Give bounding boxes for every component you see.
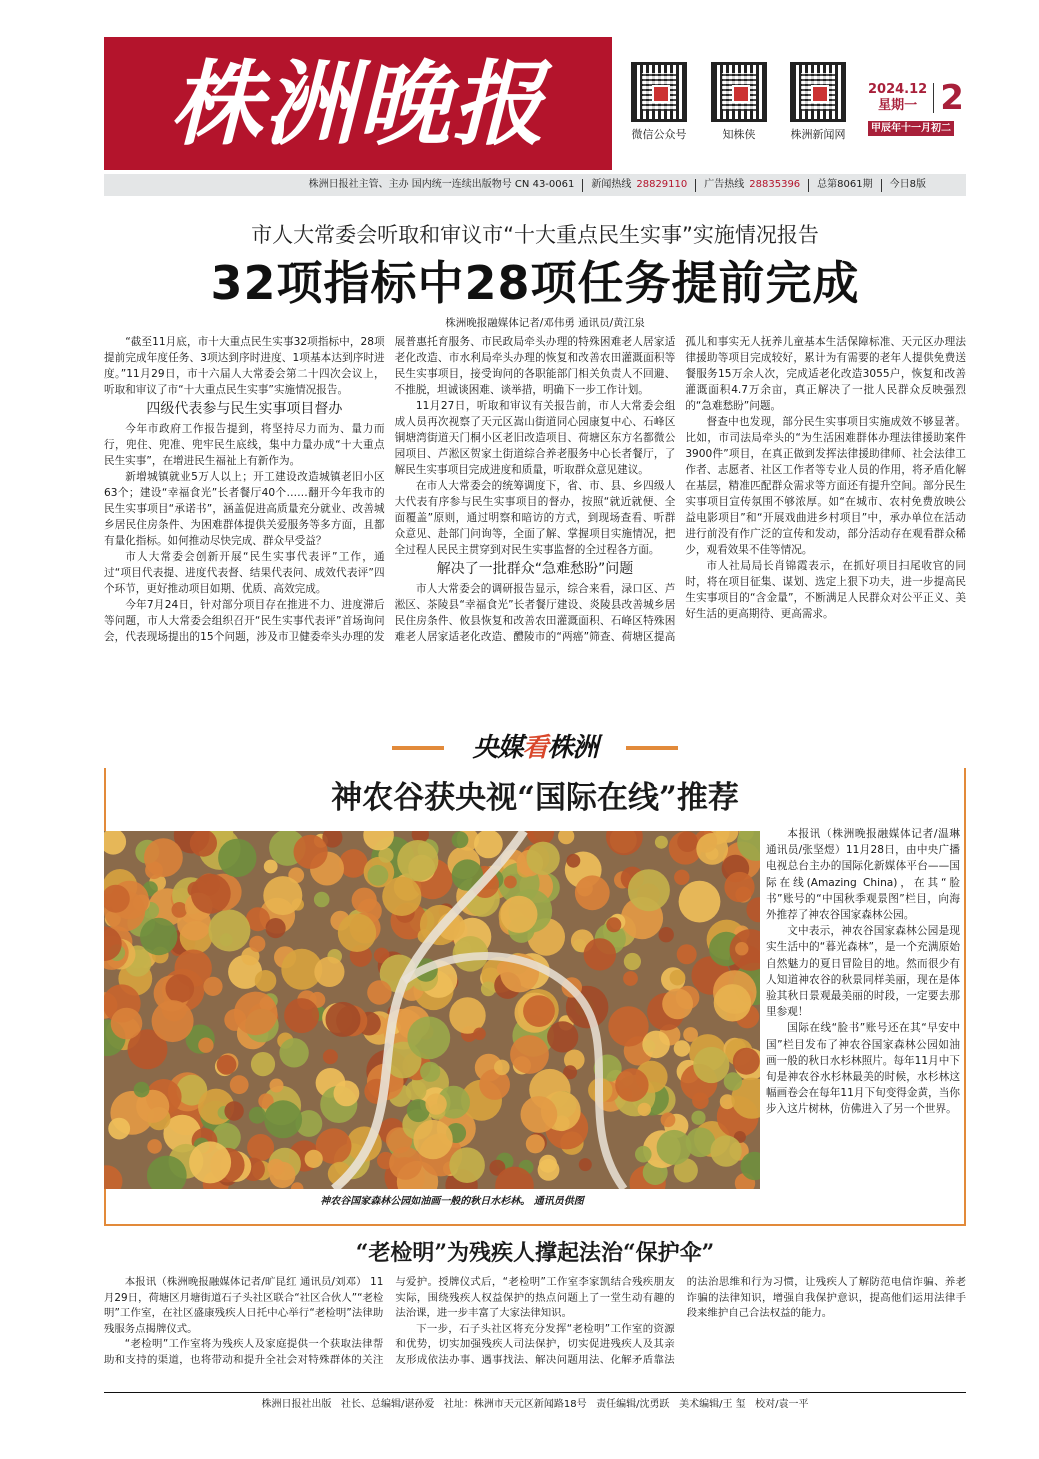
tree-crown: [504, 876, 517, 889]
tree-crown: [642, 1031, 670, 1059]
tree-crown: [249, 1107, 266, 1124]
tree-crown: [406, 1080, 427, 1101]
tree-crown: [234, 992, 278, 1036]
tree-crown: [526, 1134, 545, 1153]
tree-crown: [247, 1134, 274, 1161]
article2-body: [766, 826, 960, 1118]
tree-crown: [606, 917, 621, 932]
tree-crown: [108, 1118, 130, 1140]
article1-body: [104, 334, 966, 645]
tree-crown: [691, 1111, 705, 1125]
publisher-info: 株洲日报社主管、主办 国内统一连续出版物号 CN 43-0061: [308, 179, 575, 190]
article3-body: [104, 1275, 966, 1369]
tree-crown: [266, 918, 286, 938]
tree-crown: [615, 1068, 648, 1101]
tree-crown: [407, 1017, 450, 1060]
paragraph: 在市人大常委会的统筹调度下，省、市、县、乡四级人大代表有序参与民生实事项目的督办，按照“就近就便、全面覆盖”原则，通过明察和暗访的方式，到现场查看、听群众意见、赴部门问询等，全面了解、掌握项目实施情况，把全过程人民民主贯穿到对民生实事监督的全过程各方面。: [394, 480, 676, 556]
tree-crown: [724, 872, 754, 902]
tree-crown: [679, 881, 721, 923]
date-divider: [933, 83, 934, 113]
tree-crown: [284, 998, 319, 1033]
tree-crown: [323, 1049, 338, 1064]
tree-crown: [696, 833, 728, 865]
article2-title: 神农谷获央视“国际在线”推荐: [331, 780, 739, 816]
paragraph: 文中表示，神农谷国家森林公园是现实生活中的“暮光森林”，是一个充满原始自然魅力的夏日冒险目的地。然而很少有人知道神农谷的秋景同样美丽，现在是体验其秋日景观最美丽的时段，一定要去那里参观！: [766, 925, 960, 1019]
tree-crown: [420, 1062, 440, 1082]
tree-crown: [521, 1096, 558, 1133]
paragraph: 今年市政府工作报告提到，将坚持尽力而为、量力而行，兜住、兜准、兜牢民生底线，集中力量办成“十大重点民生实事”，在增进民生福祉上有新作为。: [104, 423, 385, 467]
tree-crown: [263, 876, 302, 915]
tree-crown: [473, 1028, 486, 1041]
date-weekday: 星期一: [878, 98, 918, 113]
tree-crown: [452, 831, 469, 848]
qr-code-icon: [711, 62, 767, 122]
qr-code-icon: [631, 62, 687, 122]
news-hotline-label: 新闻热线: [591, 179, 632, 190]
footer-rule: [104, 1392, 966, 1393]
tree-crown: [579, 1158, 592, 1171]
paragraph: 下一步，石子头社区将充分发挥“老检明”工作室的资源和优势，切实加强残疾人司法保护，切实促进残疾人及其亲友形成依法办事、遇事找法、解决问题用法、化解矛盾靠法的法治思维和行为习惯，让残疾人了解防范电信诈骗、养老诈骗的法律知识，增强自我保护意识，提高他们运用法律手段来维护自己合法权益的能力。: [395, 1276, 966, 1366]
page-count: 今日8版: [889, 179, 926, 190]
paragraph: 督查中也发现，部分民生实事项目实施成效不够显著。比如，市司法局牵头的“为生活困难群体办理法律援助案件3900件”项目，在真正做到发挥法律援助律师、社会法律工作者、志愿者、社区工作者等专业人员的作用，将矛盾化解在基层，精准匹配群众需求等方面还有提升空间。部分民生实事项目宣传氛围不够浓厚。如“在城市、农村免费放映公益电影项目”和“开展戏曲进乡村项目”中，承办单位在活动进行前没有作广泛的宣传和发动，部分活动存在观看群众稀少，观看效果不佳等情况。: [685, 416, 966, 556]
qr-wechat[interactable]: [626, 62, 692, 142]
paragraph: 11月27日，听取和审议有关报告前，市人大常委会组成人员再次视察了天元区嵩山街道同心园康复中心、石峰区铜塘湾街道天门桐小区老旧改造项目、荷塘区东方名都微公园项目、芦淞区贺家土街道综合养老服务中心长者餐厅，了解民生实事项目完成进度和质量，听取群众意见建议。: [394, 400, 676, 476]
tree-crown: [279, 1038, 308, 1067]
tree-crown: [189, 1141, 231, 1183]
tree-crown: [230, 1075, 249, 1094]
tree-crown: [693, 1047, 729, 1083]
tree-crown: [338, 914, 376, 952]
paragraph: 本报讯（株洲晚报融媒体记者/旷昆红 通讯员/刘邓） 11月29日，荷塘区月塘街道石子头社区联合“社区合伙人”“老检明”工作室，在社区盛康残疾人日托中心举行“老检明”法律助残服务点揭牌仪式。: [104, 1276, 384, 1335]
tree-crown: [217, 1055, 237, 1075]
tree-crown: [425, 1093, 446, 1114]
tree-crown: [710, 1135, 741, 1166]
tree-crown: [326, 1002, 361, 1037]
tree-crown: [624, 953, 641, 970]
tree-crown: [368, 865, 389, 886]
section-logo: 央媒看株洲: [472, 733, 598, 763]
qr-label: 知株侠: [722, 128, 756, 141]
photo-caption: 神农谷国家森林公园如油画一般的秋日水杉林。 通讯员供图: [320, 1196, 584, 1207]
tree-crown: [662, 989, 693, 1020]
tree-crown: [413, 1120, 452, 1159]
tree-crown: [389, 1147, 422, 1180]
tree-crown: [623, 971, 638, 986]
tree-crown: [714, 984, 751, 1021]
issue-date: [868, 80, 968, 136]
tree-crown: [140, 918, 177, 955]
tree-crown: [172, 902, 188, 918]
tree-crown: [547, 1021, 578, 1052]
info-bar: [104, 174, 966, 196]
tree-crown: [224, 1101, 243, 1120]
tree-crown: [166, 974, 195, 1003]
forest-photo: [104, 831, 760, 1189]
paragraph: 国际在线“脸书”账号还在其“早安中国”栏目发布了神农谷国家森林公园如油画一般的秋日水杉林照片。每年11月中下旬是神农谷水杉林最美的时候，水杉林这幅画卷会在每年11月下旬变得金黄，当你步入这片树林，仿佛进入了另一个世界。: [766, 1022, 960, 1116]
tree-crown: [638, 1103, 651, 1116]
news-hotline: 28829110: [636, 179, 688, 190]
tree-crown: [657, 1130, 692, 1165]
section-subheading: 解决了一批群众“急难愁盼”问题: [436, 561, 634, 577]
footer-credits: 株洲日报社出版 社长、总编辑/谌孙爱 社址：株洲市天元区新闻路18号 责任编辑/沈勇跃 美术编辑/王 玺 校对/袁一平: [261, 1399, 809, 1410]
tree-crown: [314, 957, 344, 987]
tree-crown: [449, 1147, 485, 1183]
paragraph: 本报讯（株洲晚报融媒体记者/温琳 通讯员/张坚煜）11月28日，由中央广播电视总台主办的国际化新媒体平台——国际在线(Amazing China)，在其“脸书”账号的“中国秋季观景图”栏目，向海外推荐了神农谷国家森林公园。: [766, 828, 960, 922]
tree-crown: [267, 1159, 284, 1176]
paragraph: 市人社局局长肖锦霞表示，在抓好项目扫尾收官的同时，将在项目征集、谋划、选定上狠下功夫，进一步提高民生实事项目的“含金量”，不断满足人民群众对公平正义、美好生活的更高期待、更高需求。: [685, 560, 966, 620]
tree-crown: [635, 1146, 652, 1163]
date-day: 2: [940, 78, 964, 118]
section-header: [104, 728, 966, 768]
tree-crown: [510, 1035, 549, 1074]
article1-headline: 32项指标中28项任务提前完成: [210, 256, 860, 310]
tree-crown: [334, 1081, 360, 1107]
tree-crown: [314, 892, 330, 908]
tree-crown: [677, 944, 697, 964]
tree-crown: [628, 869, 670, 911]
tree-crown: [608, 1006, 648, 1046]
ad-hotline-label: 广告热线: [704, 179, 745, 190]
tree-crown: [264, 1100, 302, 1138]
tree-crown: [251, 1052, 275, 1076]
divider: [626, 746, 678, 750]
article1-subheadline: 市人大常委会听取和审议市“十大重点民生实事”实施情况报告: [251, 223, 819, 247]
tree-crown: [249, 936, 265, 952]
tree-crown: [567, 854, 581, 868]
tree-crown: [191, 874, 231, 914]
ad-hotline: 28835396: [749, 179, 801, 190]
tree-crown: [208, 910, 250, 952]
tree-crown: [733, 1048, 760, 1075]
tree-crown: [661, 1112, 676, 1127]
tree-crown: [352, 888, 377, 913]
tree-crown: [218, 839, 256, 877]
tree-crown: [494, 1060, 510, 1076]
tree-crown: [674, 870, 689, 885]
tree-crown: [575, 875, 610, 910]
tree-crown: [670, 970, 686, 986]
paragraph: “老检明”工作室将为残疾人及家庭提供一个获取法律帮助和支持的渠道，也将带动和提升全社会对特殊群体的关注与爱护。授牌仪式后，“老检明”工作室李家凯结合残疾朋友实际，围绕残疾人权益保护的热点问题上了一堂生动有趣的法治课，进一步丰富了大家法律知识。: [104, 1276, 675, 1366]
tree-crown: [294, 835, 328, 869]
tree-crown: [677, 831, 698, 852]
tree-crown: [367, 980, 391, 1004]
tree-crown: [724, 1072, 742, 1090]
tree-crown: [735, 942, 748, 955]
tree-crown: [659, 927, 674, 942]
tree-crown: [538, 1159, 560, 1181]
divider: [392, 746, 444, 750]
tree-crown: [198, 1038, 213, 1053]
tree-crown: [264, 860, 278, 874]
tree-crown: [255, 970, 277, 992]
tree-crown: [481, 982, 496, 997]
paragraph: 新增城镇就业5万人以上；开工建设改造城镇老旧小区63个；建设“幸福食光”长者餐厅40个……翻开今年我市的民生实事项目“承诺书”，涵盖促进高质量充分就业、改善城乡居民住房条件、为困难群体提供关爱服务等多方面，且都有量化指标。如何推动尽快完成、群众早受益？: [104, 471, 385, 547]
tree-crown: [655, 836, 668, 849]
tree-crown: [339, 849, 368, 878]
date-year-month: 2024.12: [868, 82, 928, 97]
article1-byline: 株洲晚报融媒体记者/邓伟勇 通讯员/黄江泉: [445, 317, 645, 329]
tree-crown: [203, 977, 222, 996]
tree-crown: [144, 838, 183, 877]
tree-crown: [152, 1000, 194, 1042]
tree-crown: [147, 1139, 162, 1154]
paragraph: 市人大常委会创新开展“民生实事代表评”工作，通过“项目代表提、进度代表督、结果代表问、成效代表评”四个环节，更好推动项目如期、优质、高效完成。: [104, 551, 385, 595]
qr-news-site[interactable]: [785, 62, 851, 142]
paragraph: “截至11月底，市十大重点民生实事32项指标中，28项提前完成年度任务、3项达到序时进度、1项基本达到序时进度。”11月29日，市十六届人大常委会第二十四次会议上，听取和审议了市“十大重点民生实事”实施情况报告。: [104, 336, 385, 396]
tree-crown: [674, 1040, 690, 1056]
masthead-logo: [104, 37, 612, 170]
masthead-title: 株洲晚报: [169, 49, 546, 158]
tree-crown: [397, 840, 438, 881]
tree-crown: [584, 938, 616, 970]
article3-title: “老检明”为残疾人撑起法治“保护伞”: [355, 1240, 715, 1266]
tree-crown: [270, 1079, 284, 1093]
tree-crown: [500, 896, 537, 933]
paragraph: 今年7月24日，针对部分项目存在推进不力、进度滞后等问题，市人大常委会组织召开“民生实事代表评”首场询问会，代表现场提出的15个问题，涉及市卫健委牵头办理的发展普惠托育服务、市民政局牵头办理的特殊困难老人居家适老化改造、市水利局牵头办理的恢复和改善农田灌溉面积等民生实事项目，接受询问的各职能部门相关负责人不回避、不推脱，坦诚谈困难、谈举措，明确下一步工作计划。: [104, 336, 676, 643]
tree-crown: [134, 1082, 150, 1098]
tree-crown: [523, 995, 555, 1027]
date-lunar: 甲辰年十一月初二: [868, 121, 954, 136]
tree-crown: [526, 842, 559, 875]
tree-crown: [382, 877, 421, 916]
tree-crown: [111, 1008, 143, 1040]
section-subheading: 四级代表参与民生实事项目督办: [146, 401, 343, 417]
qr-code-icon: [790, 62, 846, 122]
qr-label: 株洲新闻网: [790, 128, 846, 141]
qr-zhizhuxia[interactable]: [706, 62, 772, 142]
paragraph: 市人大常委会的调研报告显示，综合来看，渌口区、芦淞区、茶陵县“幸福食光”长者餐厅建设、炎陵县改善城乡居民住房条件、攸县恢复和改善农田灌溉面积、石峰区特殊困难老人居家适老化改造、醴陵市的“两癌”筛查、荷塘区提高孤儿和事实无人抚养儿童基本生活保障标准、天元区办理法律援助等项目完成较好，累计为有需要的老年人提供免费送餐服务15万余人次，完成适老化改造3055户，恢复和改善灌溉面积4.7万余亩，真正解决了一批人民群众反映强烈的“急难愁盼”问题。: [394, 336, 966, 643]
qr-label: 微信公众号: [631, 128, 687, 141]
tree-crown: [305, 1150, 323, 1168]
issue-number: 总第8061期: [817, 179, 873, 190]
